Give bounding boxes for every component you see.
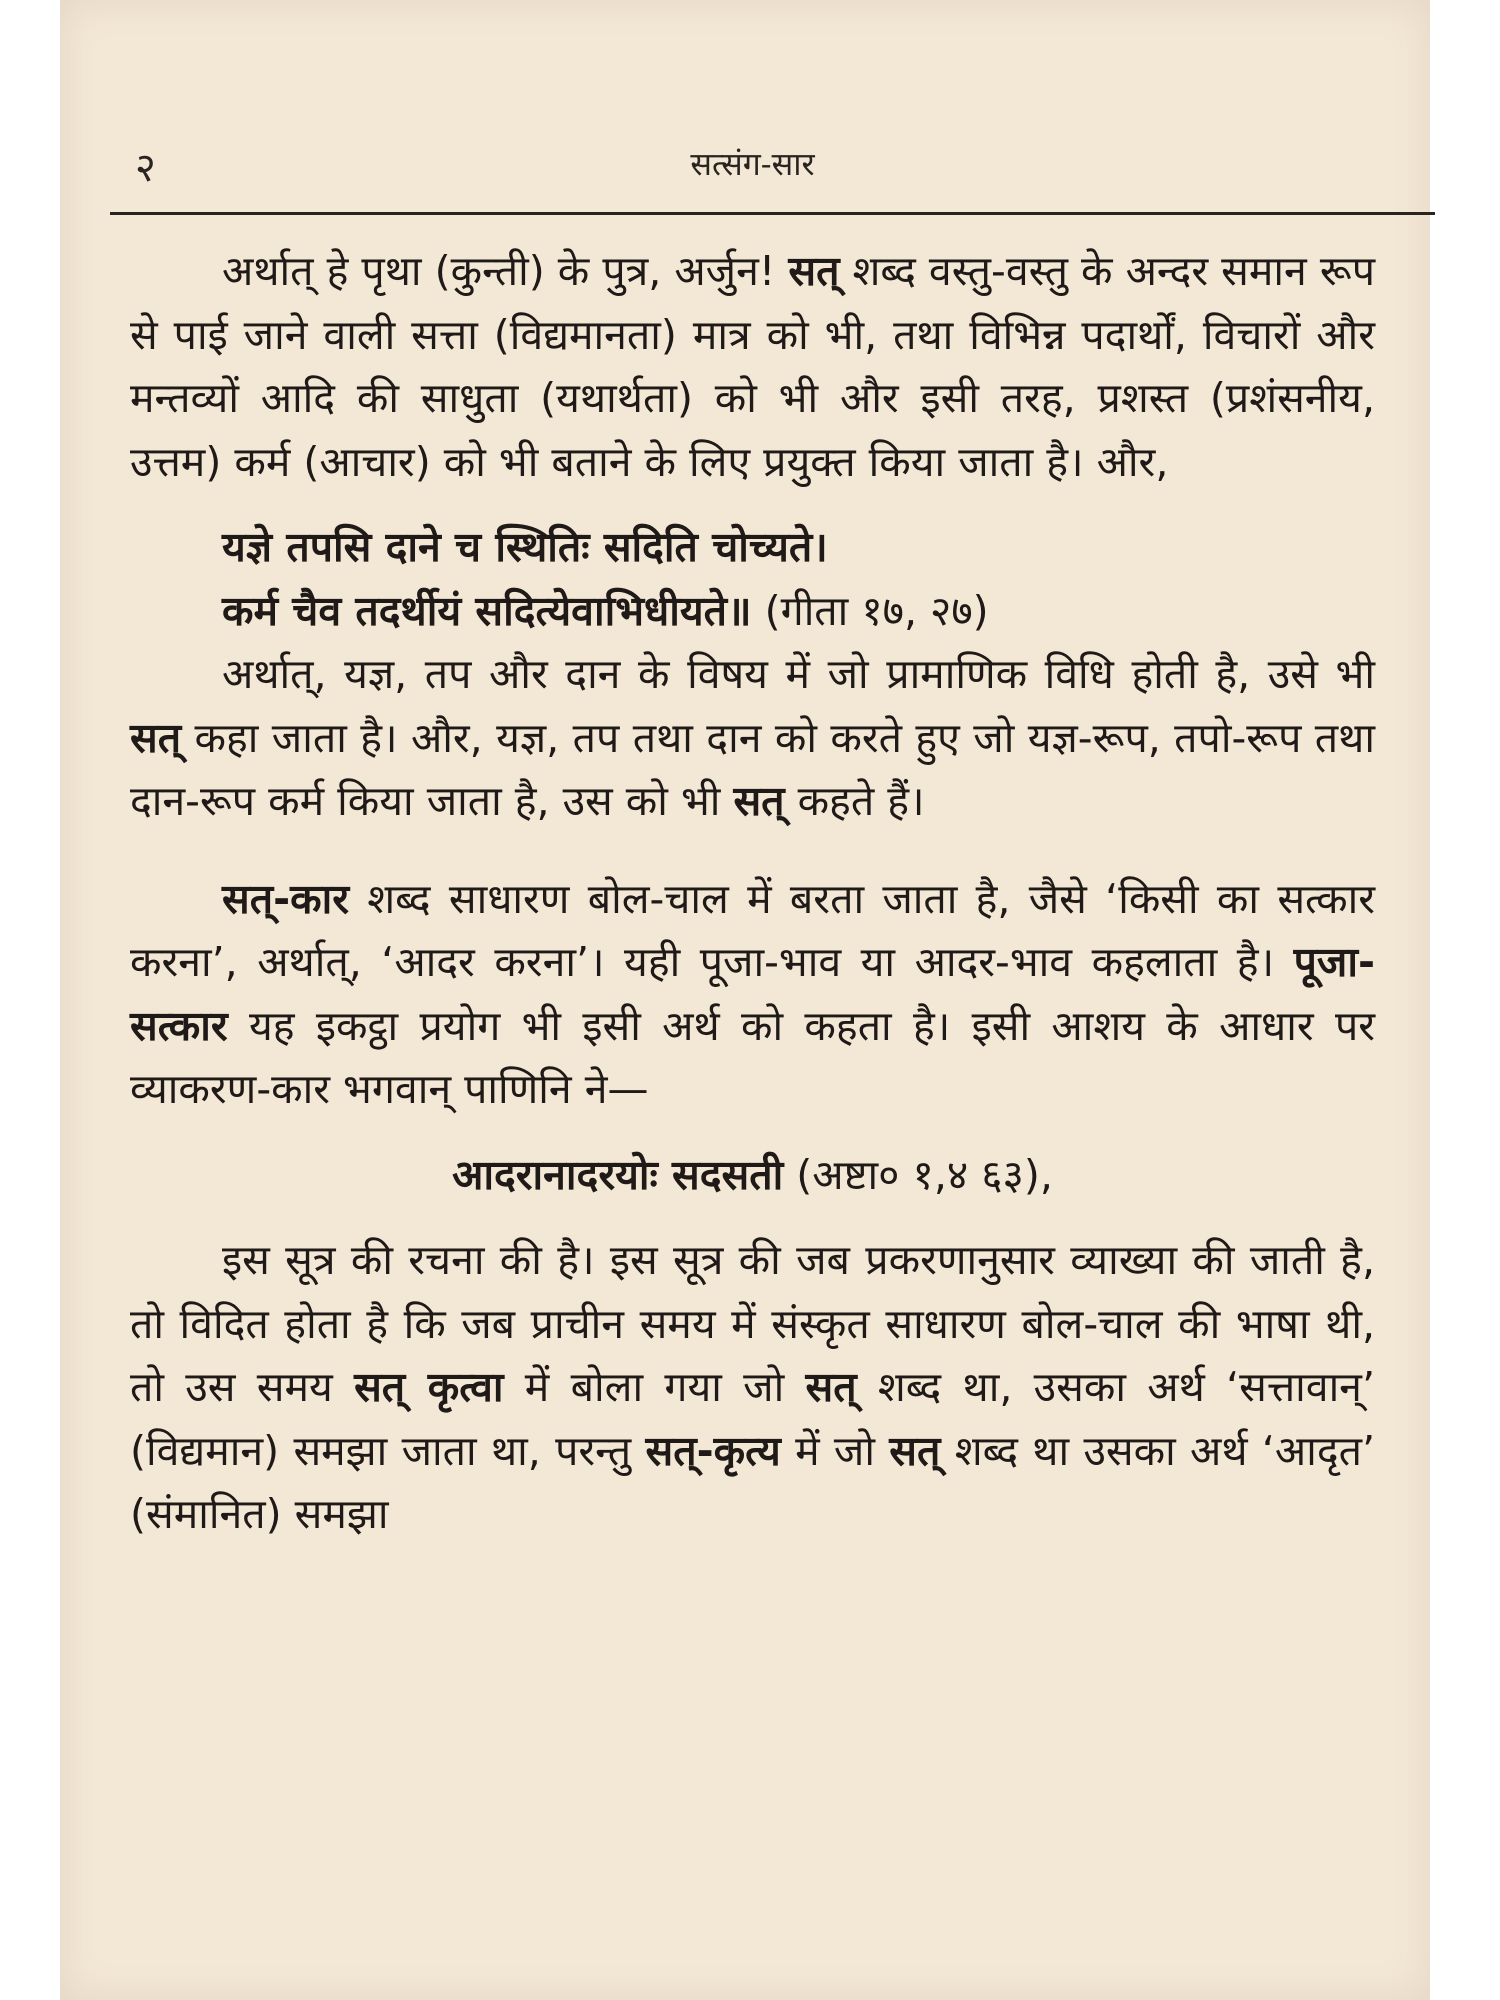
p3-bold-puja-satkar: पूजा-सत्कार: [130, 938, 1375, 1050]
page-header: [135, 130, 1370, 200]
p4-bold-sat-2: सत्: [889, 1426, 941, 1475]
p4-text-5: शब्द था उसका अर्थ ‘आदृत’ (संमानित) समझा: [130, 1426, 1375, 1538]
p3-text-1: शब्द साधारण बोल-चाल में बरता जाता है, जैसे ‘किसी का सत्कार करना’, अर्थात्, ‘आदर करना’। यही पूजा-भाव या आदर-भाव कहलाता है।: [130, 874, 1375, 986]
sutra-reference: (अष्टा० १,४ ६३),: [783, 1150, 1053, 1199]
p2-bold-sat-2: सत्: [733, 777, 785, 825]
p2-text-1: अर्थात्, यज्ञ, तप और दान के विषय में जो प्रामाणिक विधि होती है, उसे भी: [222, 650, 1375, 698]
p1-text-2: शब्द वस्तु-वस्तु के अन्दर समान रूप से पाई जाने वाली सत्ता (विद्यमानता) मात्र को भी, तथा विभिन्न पदार्थों, विचारों और मन्तव्यों आदि की साधुता (यथार्थता) को भी और इसी तरह, प्रशस्त (प्रशंसनीय, उत्तम) कर्म (आचार) को भी बताने के लिए प्रयुक्त किया जाता है। और,: [130, 247, 1375, 486]
sutra-line: [130, 1144, 1375, 1208]
p4-bold-sat-kritva: सत् कृत्वा: [354, 1363, 504, 1411]
verse-line-1: यज्ञे तपसि दाने च स्थितिः सदिति चोच्यते।: [222, 523, 828, 571]
p2-bold-sat-1: सत्: [130, 713, 182, 762]
paragraph-4: [130, 1229, 1375, 1547]
sutra-text: आदरानादरयोः सदसती: [452, 1150, 784, 1199]
p2-text-3: कहते हैं।: [784, 777, 925, 825]
paragraph-3: [130, 868, 1375, 1122]
p4-bold-sat-1: सत्: [805, 1363, 857, 1411]
p4-text-2: में बोला गया जो: [503, 1363, 806, 1411]
p1-bold-sat: सत्: [788, 247, 840, 295]
page-number: २: [135, 145, 156, 191]
verse-line-2: [130, 580, 1375, 644]
paragraph-1: [130, 240, 1375, 494]
p3-text-2: यह इकट्ठा प्रयोग भी इसी अर्थ को कहता है। इसी आशय के आधार पर व्याकरण-कार भगवान् पाणिनि ने—: [130, 1001, 1375, 1113]
p1-text-1: अर्थात् हे पृथा (कुन्ती) के पुत्र, अर्जुन!: [222, 247, 789, 295]
header-rule: [110, 212, 1435, 215]
p2-text-2: कहा जाता है। और, यज्ञ, तप तथा दान को करते हुए जो यज्ञ-रूप, तपो-रूप तथा दान-रूप कर्म किया जाता है, उस को भी: [130, 713, 1375, 825]
page-body: [130, 240, 1375, 1547]
verse-line-2-text: कर्म चैव तदर्थीयं सदित्येवाभिधीयते॥: [222, 586, 752, 635]
p4-bold-sat-kritya: सत्-कृत्य: [645, 1426, 781, 1475]
p3-bold-satkar: सत्-कार: [222, 874, 349, 923]
verse-reference: (गीता १७, २७): [751, 586, 989, 635]
p4-text-1: इस सूत्र की रचना की है। इस सूत्र की जब प्रकरणानुसार व्याख्या की जाती है, तो विदित होता है कि जब प्राचीन समय में संस्कृत साधारण बोल-चाल की भाषा थी, तो उस समय: [130, 1236, 1375, 1411]
paragraph-2: [130, 643, 1375, 834]
running-title: सत्संग-सार: [690, 145, 815, 183]
p4-text-3: शब्द था, उसका अर्थ ‘सत्तावान्’ (विद्यमान) समझा जाता था, परन्तु: [130, 1363, 1375, 1475]
p4-text-4: में जो: [780, 1426, 890, 1475]
